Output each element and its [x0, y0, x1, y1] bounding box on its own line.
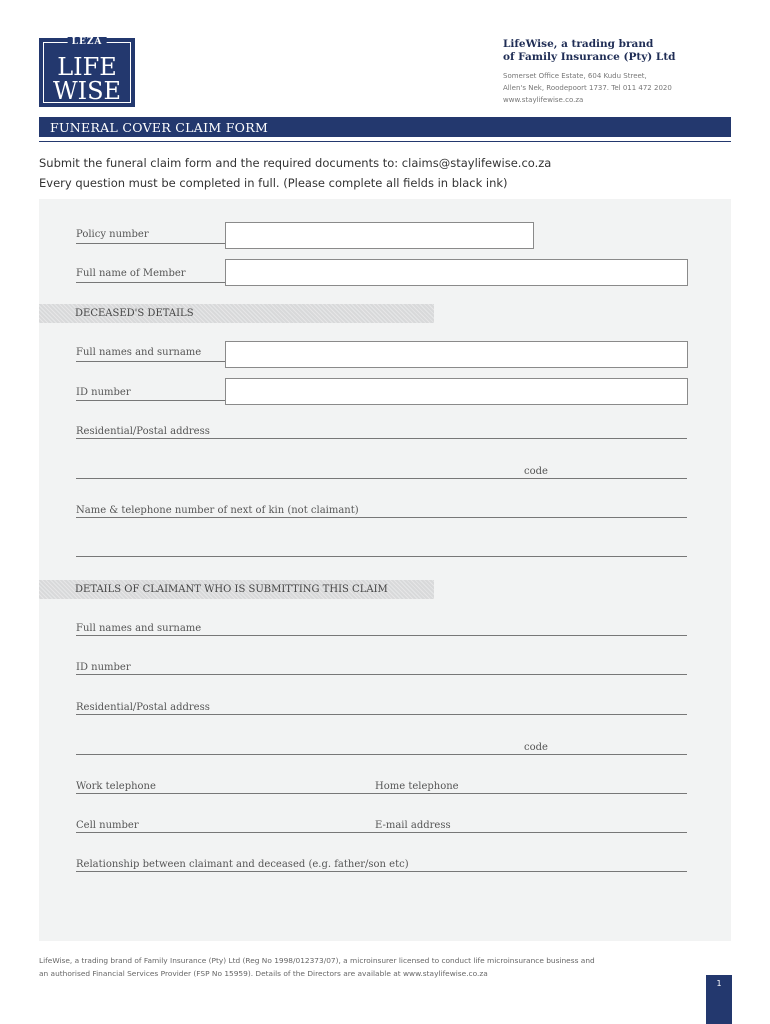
member-name-field[interactable]: [225, 259, 688, 286]
deceased-names-underline: [76, 361, 226, 362]
deceased-address-label: Residential/Postal address: [76, 426, 210, 437]
home-telephone-label: Home telephone: [375, 781, 459, 792]
claimant-id-label: ID number: [76, 662, 131, 673]
footer-legal-line-1: LifeWise, a trading brand of Family Insurance (Pty) Ltd (Reg No 1998/012373/07), a microinsurer licensed to conduct life microinsurance business and: [39, 956, 595, 965]
deceased-details-heading: DECEASED'S DETAILS: [75, 308, 194, 319]
logo-frame: [43, 37, 131, 105]
company-address: [503, 70, 703, 106]
member-name-label: Full name of Member: [76, 268, 186, 279]
intro-submission-text: Submit the funeral claim form and the required documents to: claims@staylifewise.co.za: [39, 156, 552, 170]
telephone-line[interactable]: [76, 793, 687, 794]
company-name-line-1: LifeWise, a trading brand: [503, 38, 654, 50]
policy-number-field[interactable]: [225, 222, 534, 249]
work-telephone-label: Work telephone: [76, 781, 156, 792]
cell-number-label: Cell number: [76, 820, 139, 831]
company-address-line-2: Allen's Nek, Roodepoort 1737. Tel 011 472 2020: [503, 84, 672, 92]
member-name-underline: [76, 282, 226, 283]
claimant-address-line-2[interactable]: [76, 754, 687, 755]
company-website: www.staylifewise.co.za: [503, 96, 584, 104]
logo-wise-text: WISE: [52, 77, 122, 105]
form-title-banner: [39, 117, 731, 137]
page-number: 1: [716, 979, 722, 988]
next-of-kin-line-1[interactable]: [76, 517, 687, 518]
relationship-line[interactable]: [76, 871, 687, 872]
deceased-names-label: Full names and surname: [76, 347, 202, 358]
footer-legal-line-2: an authorised Financial Services Provider (FSP No 15959). Details of the Directors are available at www.staylifewise.co.za: [39, 969, 488, 978]
claimant-postal-code-label: code: [524, 742, 548, 753]
deceased-id-underline: [76, 400, 226, 401]
company-address-line-1: Somerset Office Estate, 604 Kudu Street,: [503, 72, 647, 80]
next-of-kin-line-2[interactable]: [76, 556, 687, 557]
deceased-names-field[interactable]: [225, 341, 688, 368]
deceased-postal-code-label: code: [524, 466, 548, 477]
deceased-details-header: [39, 304, 434, 323]
cell-email-line[interactable]: [76, 832, 687, 833]
form-title: FUNERAL COVER CLAIM FORM: [50, 120, 269, 135]
deceased-id-field[interactable]: [225, 378, 688, 405]
page-number-tab: [706, 975, 732, 1024]
claimant-address-line-1[interactable]: [76, 714, 687, 715]
claimant-names-label: Full names and surname: [76, 623, 202, 634]
deceased-address-line-1[interactable]: [76, 438, 687, 439]
next-of-kin-label: Name & telephone number of next of kin (not claimant): [76, 505, 359, 516]
logo-leza-text: LEZA: [68, 37, 107, 48]
claimant-address-label: Residential/Postal address: [76, 702, 210, 713]
claimant-names-line[interactable]: [76, 635, 687, 636]
logo-life-text: LIFE: [57, 53, 117, 81]
title-divider: [39, 141, 731, 142]
email-address-label: E-mail address: [375, 820, 451, 831]
claimant-details-header: [39, 580, 434, 599]
claimant-details-heading: DETAILS OF CLAIMANT WHO IS SUBMITTING THIS CLAIM: [75, 584, 388, 595]
claimant-id-line[interactable]: [76, 674, 687, 675]
relationship-label: Relationship between claimant and deceased (e.g. father/son etc): [76, 859, 409, 870]
policy-number-label: Policy number: [76, 229, 149, 240]
intro-instructions-text: Every question must be completed in full. (Please complete all fields in black ink): [39, 176, 508, 190]
company-name: [503, 38, 703, 64]
deceased-id-label: ID number: [76, 387, 131, 398]
policy-number-underline: [76, 243, 226, 244]
deceased-address-line-2[interactable]: [76, 478, 687, 479]
lifewise-logo: [39, 38, 135, 107]
company-name-line-2: of Family Insurance (Pty) Ltd: [503, 51, 676, 63]
